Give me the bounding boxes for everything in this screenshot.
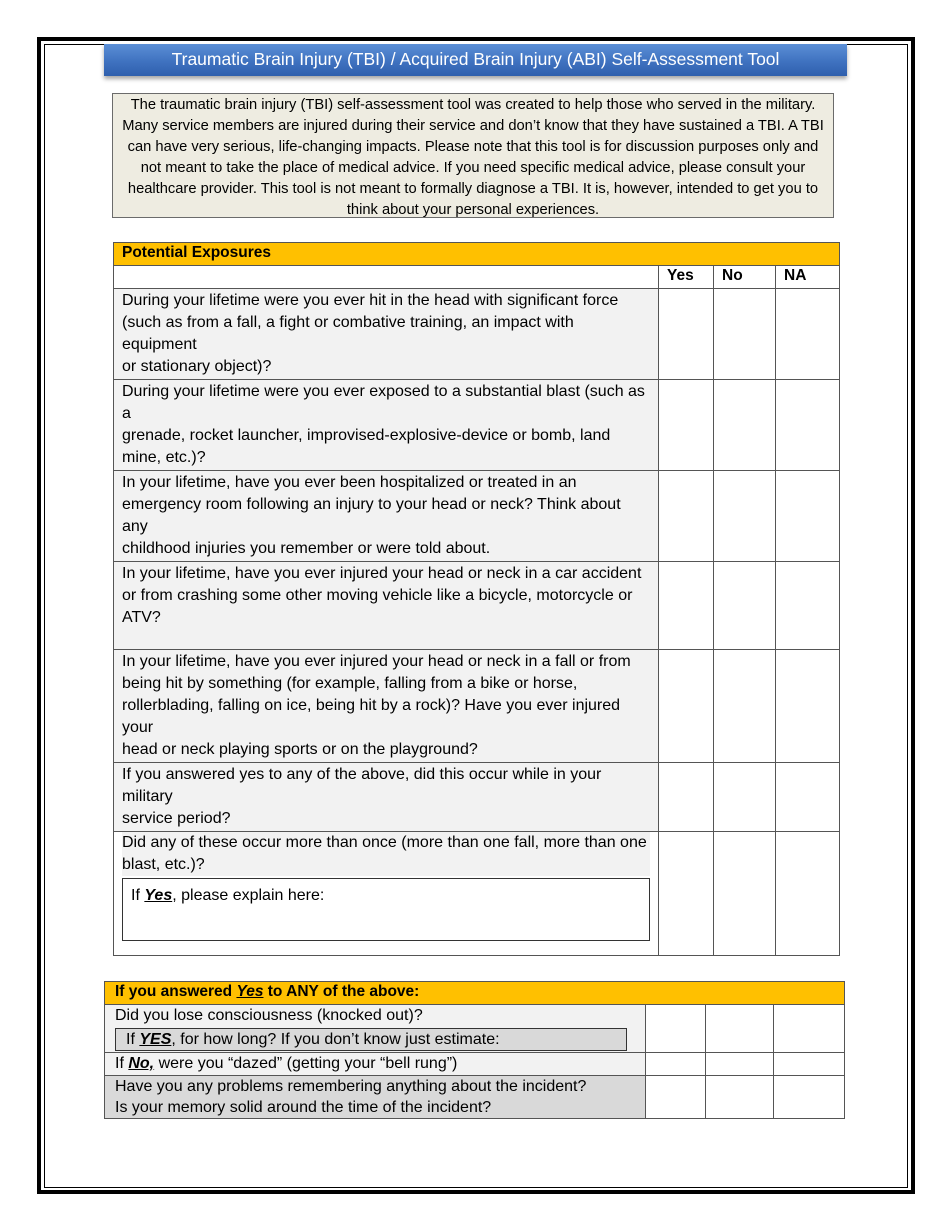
question-6: If you answered yes to any of the above, did this occur while in your military service period? xyxy=(114,763,659,832)
answer-cell[interactable] xyxy=(646,1053,706,1076)
followup-question-dazed: If No, were you “dazed” (getting your “bell rung”) xyxy=(105,1053,646,1076)
answer-cell[interactable] xyxy=(646,1005,706,1053)
answer-yes-cell[interactable] xyxy=(659,832,714,956)
question-4: In your lifetime, have you ever injured your head or neck in a car accident or from crashing some other moving vehicle like a bicycle, motorcycle or ATV? xyxy=(114,562,659,650)
answer-na-cell[interactable] xyxy=(776,289,840,380)
exposures-table xyxy=(113,242,840,956)
answer-na-cell[interactable] xyxy=(776,471,840,562)
answer-cell[interactable] xyxy=(706,1076,774,1119)
answer-na-cell[interactable] xyxy=(776,650,840,763)
answer-na-cell[interactable] xyxy=(776,832,840,956)
yes-column-header: Yes xyxy=(659,266,714,289)
answer-cell[interactable] xyxy=(646,1076,706,1119)
question-7: Did any of these occur more than once (more than one fall, more than one blast, etc.)? If Yes, please explain here: xyxy=(114,832,659,956)
page-title: Traumatic Brain Injury (TBI) / Acquired Brain Injury (ABI) Self-Assessment Tool xyxy=(104,44,847,76)
answer-no-cell[interactable] xyxy=(714,380,776,471)
answer-yes-cell[interactable] xyxy=(659,763,714,832)
answer-yes-cell[interactable] xyxy=(659,471,714,562)
answer-yes-cell[interactable] xyxy=(659,380,714,471)
intro-text: The traumatic brain injury (TBI) self-assessment tool was created to help those who served in the military. Many service members are injured during their service and don’t know that they have sustained a TBI. A TBI can have very serious, life-changing impacts. Please note that this tool is for discussion purposes only and not meant to take the place of medical advice. If you need specific medical advice, please consult your healthcare provider. This tool is not meant to formally diagnose a TBI. It is, however, intended to get you to think about your personal experiences. xyxy=(112,93,834,218)
answer-cell[interactable] xyxy=(706,1005,774,1053)
answer-yes-cell[interactable] xyxy=(659,289,714,380)
answer-no-cell[interactable] xyxy=(714,763,776,832)
followup-heading: If you answered Yes to ANY of the above: xyxy=(105,982,845,1005)
answer-no-cell[interactable] xyxy=(714,562,776,650)
answer-na-cell[interactable] xyxy=(776,763,840,832)
answer-na-cell[interactable] xyxy=(776,380,840,471)
answer-no-cell[interactable] xyxy=(714,289,776,380)
question-1: During your lifetime were you ever hit in the head with significant force (such as from a fall, a fight or combative training, an impact with equipment or stationary object)? xyxy=(114,289,659,380)
no-column-header: No xyxy=(714,266,776,289)
duration-input[interactable]: If YES, for how long? If you don’t know just estimate: xyxy=(115,1028,627,1051)
question-column-header xyxy=(114,266,659,289)
exposures-heading: Potential Exposures xyxy=(114,243,840,266)
na-column-header: NA xyxy=(776,266,840,289)
question-5: In your lifetime, have you ever injured your head or neck in a fall or from being hit by something (for example, falling from a bike or horse, rollerblading, falling on ice, being hit by a rock)? Have you ever injured your head or neck playing sports or on the playground? xyxy=(114,650,659,763)
question-2: During your lifetime were you ever exposed to a substantial blast (such as a grenade, rocket launcher, improvised-explosive-device or bomb, land mine, etc.)? xyxy=(114,380,659,471)
followup-question-consciousness: Did you lose consciousness (knocked out)? If YES, for how long? If you don’t know just estimate: xyxy=(105,1005,646,1053)
followup-question-memory: Have you any problems remembering anything about the incident? Is your memory solid around the time of the incident? xyxy=(105,1076,646,1119)
answer-cell[interactable] xyxy=(706,1053,774,1076)
answer-no-cell[interactable] xyxy=(714,471,776,562)
answer-yes-cell[interactable] xyxy=(659,650,714,763)
answer-cell[interactable] xyxy=(774,1053,845,1076)
answer-no-cell[interactable] xyxy=(714,832,776,956)
answer-yes-cell[interactable] xyxy=(659,562,714,650)
answer-no-cell[interactable] xyxy=(714,650,776,763)
answer-cell[interactable] xyxy=(774,1076,845,1119)
explain-input[interactable]: If Yes, please explain here: xyxy=(122,878,650,941)
answer-cell[interactable] xyxy=(774,1005,845,1053)
followup-table xyxy=(104,981,845,1119)
answer-na-cell[interactable] xyxy=(776,562,840,650)
question-3: In your lifetime, have you ever been hospitalized or treated in an emergency room following an injury to your head or neck? Think about any childhood injuries you remember or were told about. xyxy=(114,471,659,562)
